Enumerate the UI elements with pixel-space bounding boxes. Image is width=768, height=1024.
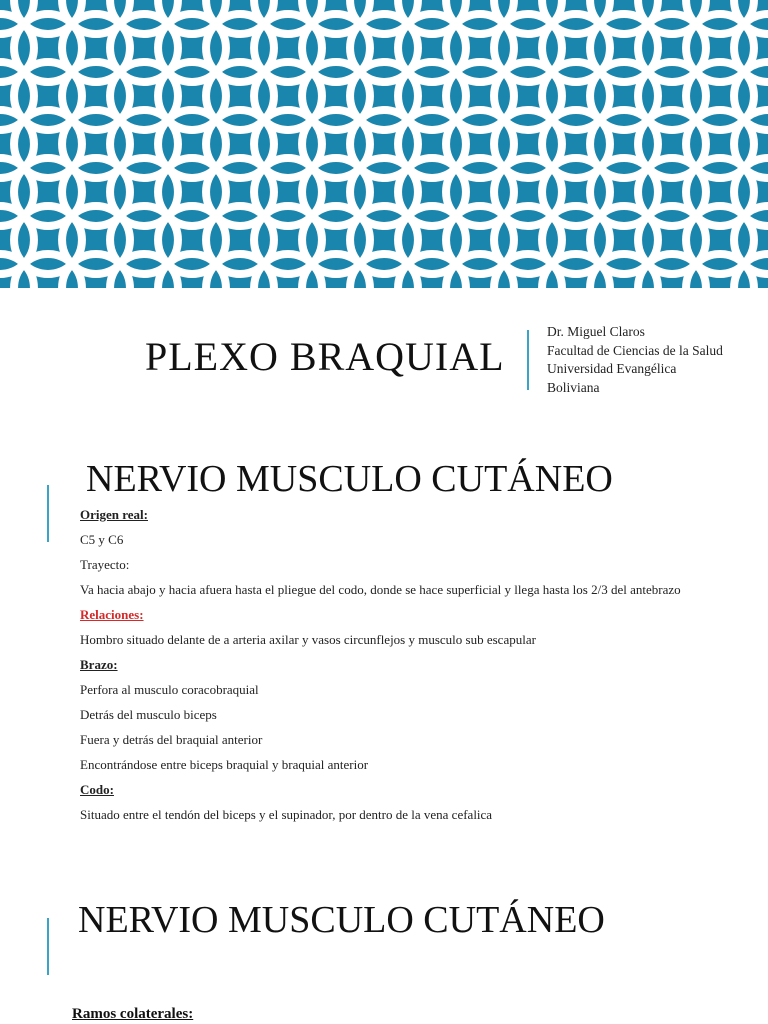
title-divider <box>527 330 529 390</box>
content-line: Perfora al musculo coracobraquial <box>80 682 259 697</box>
author-name: Dr. Miguel Claros <box>547 324 645 339</box>
content-line: C5 y C6 <box>80 532 124 547</box>
banner-background <box>0 0 768 288</box>
content-line: Codo: <box>80 782 114 797</box>
slide3-subheading: Ramos colaterales: <box>72 1006 194 1022</box>
content-line: Trayecto: <box>80 557 130 572</box>
slide3-accent-bar <box>47 918 49 975</box>
content-line: Encontrándose entre biceps braquial y braquial anterior <box>80 757 369 772</box>
content-line: Situado entre el tendón del biceps y el supinador, por dentro de la vena cefalica <box>80 807 493 822</box>
slide2-title: NERVIO MUSCULO CUTÁNEO <box>86 458 613 500</box>
presentation-title: PLEXO BRAQUIAL <box>145 334 505 379</box>
slide2-accent-bar <box>47 485 49 542</box>
slide2-content <box>80 507 720 823</box>
content-line: Origen real: <box>80 507 148 522</box>
content-line: Va hacia abajo y hacia afuera hasta el pliegue del codo, donde se hace superficial y llega hasta los 2/3 del antebrazo <box>80 582 681 597</box>
author-block <box>547 323 762 397</box>
content-line: Relaciones: <box>80 607 144 622</box>
content-line: Fuera y detrás del braquial anterior <box>80 732 263 747</box>
banner-pattern <box>0 0 768 288</box>
content-line: Hombro situado delante de a arteria axilar y vasos circunflejos y musculo sub escapular <box>80 632 536 647</box>
author-faculty: Facultad de Ciencias de la Salud <box>547 342 723 358</box>
content-line: Detrás del musculo biceps <box>80 707 217 722</box>
slide3-title: NERVIO MUSCULO CUTÁNEO <box>78 899 605 941</box>
content-line: Brazo: <box>80 657 118 672</box>
author-university-cont: Boliviana <box>547 379 600 395</box>
header-banner <box>0 0 768 288</box>
author-university: Universidad Evangélica <box>547 361 677 376</box>
